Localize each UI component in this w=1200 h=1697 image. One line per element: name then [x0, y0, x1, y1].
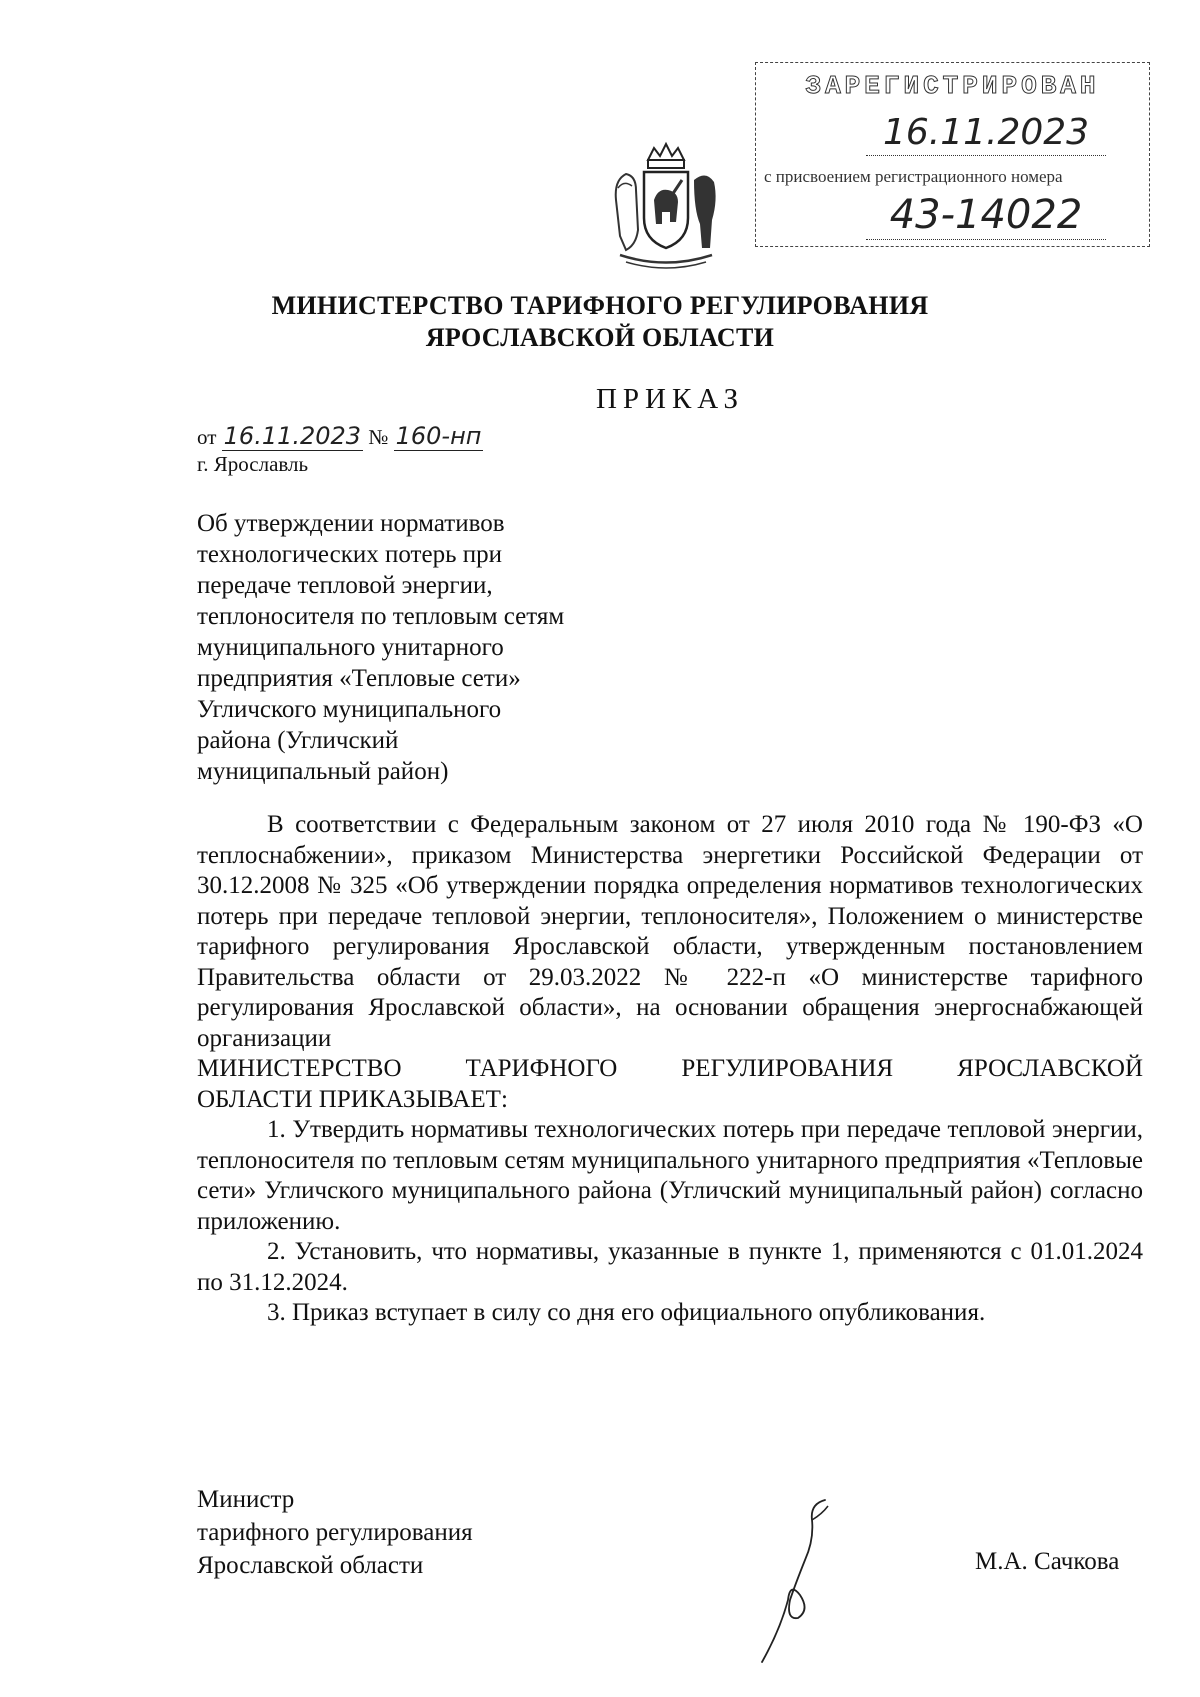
order-number-label: № — [368, 425, 389, 449]
signer-title-line-2: тарифного регулирования — [197, 1519, 473, 1546]
ministry-line-1: МИНИСТЕРСТВО ТАРИФНОГО РЕГУЛИРОВАНИЯ — [271, 291, 929, 320]
subject-line: муниципального унитарного — [197, 634, 504, 661]
signer-title-line-3: Ярославской области — [197, 1552, 424, 1579]
stamp-date: 16.11.2023 — [866, 111, 1106, 156]
decree-line-1: МИНИСТЕРСТВО ТАРИФНОГО РЕГУЛИРОВАНИЯ ЯРОСЛАВСКОЙ — [197, 1055, 1143, 1082]
preamble-paragraph: В соответствии с Федеральным законом от 27 июля 2010 года № 190-ФЗ «О теплоснабжении», приказом Министерства энергетики Российской Федерации от 30.12.2008 № 325 «Об утверждении порядка определения нормативов технологических потерь при передаче тепловой энергии, теплоносителя», Положением о министерстве тарифного регулирования Ярославской области, утвержденным постановлением Правительства области от 29.03.2022 № 222-п «О министерстве тарифного регулирования Ярославской области», на основании обращения энергоснабжающей организации — [197, 811, 1143, 1052]
subject-line: района (Угличский — [197, 727, 399, 754]
item-1-paragraph: 1. Утвердить нормативы технологических потерь при передаче тепловой энергии, теплоносителя по тепловым сетям муниципального унитарного предприятия «Тепловые сети» Угличского муниципального района (Угличский муниципальный район) согласно приложению. — [197, 1116, 1143, 1235]
decree-line-2: ОБЛАСТИ ПРИКАЗЫВАЕТ: — [197, 1085, 508, 1113]
signature-icon — [750, 1490, 860, 1670]
order-body — [197, 810, 1143, 1329]
subject-line: передаче тепловой энергии, — [197, 572, 493, 599]
subject-line: Угличского муниципального — [197, 696, 502, 723]
item-3-paragraph: 3. Приказ вступает в силу со дня его официального опубликования. — [267, 1299, 986, 1326]
order-city: г. Ярославль — [197, 452, 309, 476]
item-2-paragraph: 2. Установить, что нормативы, указанные в пункте 1, применяются с 01.01.2024 по 31.12.2024. — [197, 1238, 1143, 1296]
subject-line: предприятия «Тепловые сети» — [197, 665, 521, 692]
signer-name: М.А. Сачкова — [975, 1548, 1120, 1575]
signer-title-line-1: Министр — [197, 1486, 295, 1513]
subject-line: Об утверждении нормативов — [197, 510, 505, 537]
order-line — [197, 422, 483, 450]
ministry-line-2: ЯРОСЛАВСКОЙ ОБЛАСТИ — [425, 323, 775, 352]
order-date: 16.11.2023 — [223, 422, 362, 450]
subject-line: теплоносителя по тепловым сетям — [197, 603, 565, 630]
stamp-subtitle: с присвоением регистрационного номера — [764, 167, 1063, 186]
coat-of-arms-icon — [606, 140, 726, 275]
stamp-number: 43-14022 — [866, 191, 1106, 240]
document-type: ПРИКАЗ — [595, 383, 745, 415]
subject-line: технологических потерь при — [197, 541, 502, 568]
registration-stamp — [755, 62, 1150, 247]
stamp-title: ЗАРЕГИСТРИРОВАН — [805, 71, 1100, 101]
order-subject — [197, 508, 637, 787]
order-from-label: от — [197, 425, 217, 449]
subject-line: муниципальный район) — [197, 758, 449, 785]
signer-title — [197, 1483, 473, 1582]
order-number: 160-нп — [395, 422, 482, 450]
ministry-header — [0, 290, 1200, 354]
